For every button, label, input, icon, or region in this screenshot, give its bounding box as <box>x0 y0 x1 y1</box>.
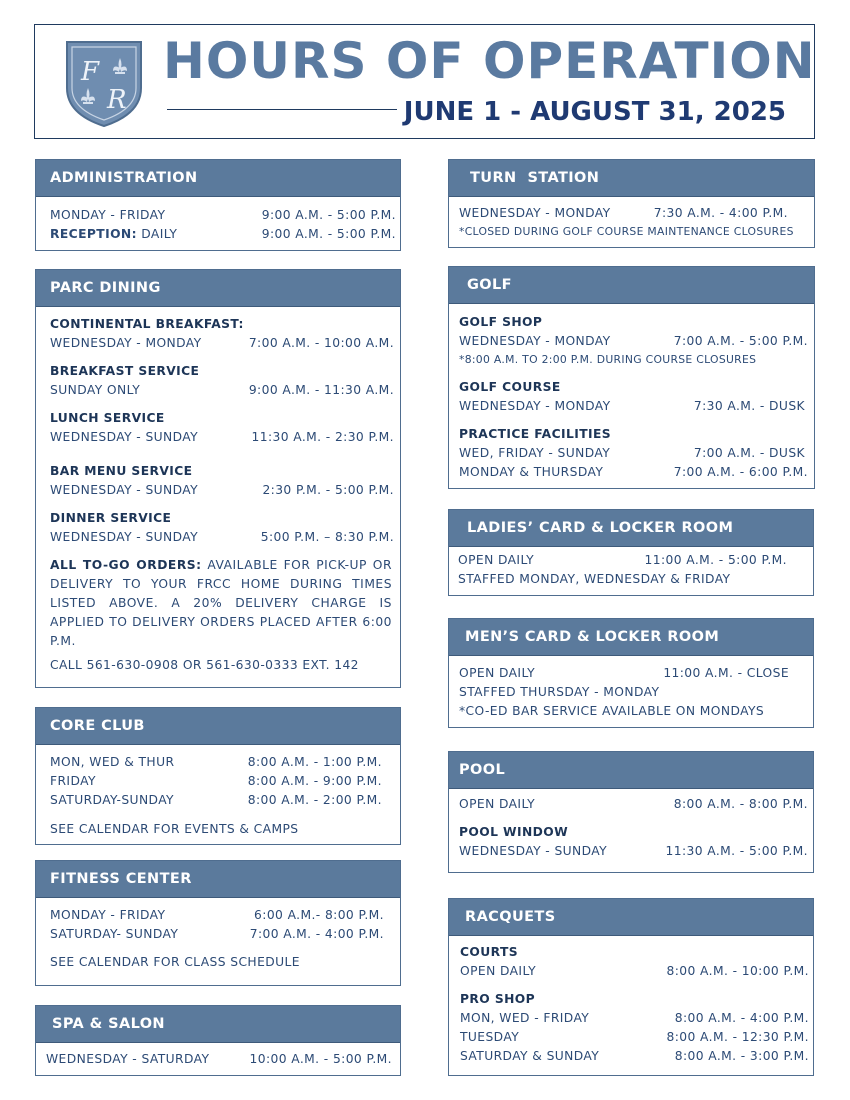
hours-row: FRIDAY 8:00 A.M. - 9:00 P.M. <box>50 774 382 788</box>
turn-station-card <box>448 159 815 248</box>
service-name: GOLF SHOP <box>459 315 543 329</box>
hours-row: MONDAY & THURSDAY 7:00 A.M. - 6:00 P.M. <box>459 465 808 479</box>
ladies-locker-card <box>448 509 814 596</box>
phone-contact: CALL 561-630-0908 OR 561-630-0333 EXT. 142 <box>50 658 359 672</box>
golf-card <box>448 266 815 489</box>
hours-row: WEDNESDAY - MONDAY 7:00 A.M. - 5:00 P.M. <box>459 334 808 348</box>
hours-row: WEDNESDAY - SUNDAY 2:30 P.M. - 5:00 P.M. <box>50 483 394 497</box>
hours-row: MON, WED & THUR 8:00 A.M. - 1:00 P.M. <box>50 755 382 769</box>
section-title: GOLF <box>449 267 814 304</box>
service-name: PRACTICE FACILITIES <box>459 427 612 441</box>
section-title: PARC DINING <box>36 270 400 307</box>
calendar-note: SEE CALENDAR FOR CLASS SCHEDULE <box>50 955 300 969</box>
service-name: BREAKFAST SERVICE <box>50 364 200 378</box>
section-title: TURN STATION <box>449 160 814 197</box>
club-crest-logo <box>63 38 145 128</box>
mens-locker-card <box>448 618 814 728</box>
racquets-card <box>448 898 814 1076</box>
hours-row: WEDNESDAY - SUNDAY 5:00 P.M. – 8:30 P.M. <box>50 530 394 544</box>
service-name: BAR MENU SERVICE <box>50 464 193 478</box>
hours-row: WEDNESDAY - MONDAY 7:00 A.M. - 10:00 A.M. <box>50 336 394 350</box>
section-title: POOL <box>449 752 813 789</box>
service-name: LUNCH SERVICE <box>50 411 165 425</box>
hours-row: WEDNESDAY - MONDAY 7:30 A.M. - 4:00 P.M. <box>459 206 788 220</box>
spa-salon-card <box>35 1005 401 1076</box>
date-range: JUNE 1 - AUGUST 31, 2025 <box>403 97 786 127</box>
to-go-orders-note: ALL TO-GO ORDERS: AVAILABLE FOR PICK-UP OR DELIVERY TO YOUR FRCC HOME DURING TIMES LISTED ABOVE. A 20% DELIVERY CHARGE IS APPLIED TO DELIVERY ORDERS PLACED AFTER 6:00 P.M. <box>50 558 392 648</box>
service-name: PRO SHOP <box>460 992 536 1006</box>
hours-row: OPEN DAILY 8:00 A.M. - 10:00 P.M. <box>460 964 809 978</box>
section-title: RACQUETS <box>449 899 813 936</box>
parc-dining-card <box>35 269 401 688</box>
page-header <box>34 24 815 139</box>
service-name: CONTINENTAL BREAKFAST: <box>50 317 244 331</box>
hours-row: OPEN DAILY 11:00 A.M. - 5:00 P.M. <box>458 553 787 567</box>
bar-service-note: *CO-ED BAR SERVICE AVAILABLE ON MONDAYS <box>459 704 765 718</box>
section-title: SPA & SALON <box>36 1006 400 1043</box>
hours-row: WED, FRIDAY - SUNDAY 7:00 A.M. - DUSK <box>459 446 805 460</box>
staffed-note: STAFFED MONDAY, WEDNESDAY & FRIDAY <box>458 572 731 586</box>
svg-text:F: F <box>81 57 100 87</box>
divider <box>167 109 397 110</box>
service-name: COURTS <box>460 945 519 959</box>
hours-row: SATURDAY- SUNDAY 7:00 A.M. - 4:00 P.M. <box>50 927 384 941</box>
hours-row: WEDNESDAY - MONDAY 7:30 A.M. - DUSK <box>459 399 805 413</box>
section-title: FITNESS CENTER <box>36 861 400 898</box>
closure-note: *CLOSED DURING GOLF COURSE MAINTENANCE CLOSURES <box>459 225 794 238</box>
service-name: POOL WINDOW <box>459 825 569 839</box>
hours-row: MON, WED - FRIDAY 8:00 A.M. - 4:00 P.M. <box>460 1011 809 1025</box>
hours-row: SATURDAY-SUNDAY 8:00 A.M. - 2:00 P.M. <box>50 793 382 807</box>
staffed-note: STAFFED THURSDAY - MONDAY <box>459 685 660 699</box>
hours-row: WEDNESDAY - SATURDAY 10:00 A.M. - 5:00 P.M. <box>46 1052 392 1066</box>
core-club-card <box>35 707 401 845</box>
hours-row: TUESDAY 8:00 A.M. - 12:30 P.M. <box>460 1030 809 1044</box>
hours-row: OPEN DAILY 11:00 A.M. - CLOSE <box>459 666 789 680</box>
hours-row: OPEN DAILY 8:00 A.M. - 8:00 P.M. <box>459 797 808 811</box>
section-title: LADIES’ CARD & LOCKER ROOM <box>449 510 813 547</box>
service-name: DINNER SERVICE <box>50 511 172 525</box>
hours-row: RECEPTION: DAILY 9:00 A.M. - 5:00 P.M. <box>50 227 396 241</box>
closure-note: *8:00 A.M. TO 2:00 P.M. DURING COURSE CLOSURES <box>459 353 757 366</box>
hours-row: WEDNESDAY - SUNDAY 11:30 A.M. - 5:00 P.M. <box>459 844 808 858</box>
svg-text:R: R <box>107 85 127 115</box>
hours-row: SUNDAY ONLY 9:00 A.M. - 11:30 A.M. <box>50 383 394 397</box>
section-title: ADMINISTRATION <box>36 160 400 197</box>
hours-row: MONDAY - FRIDAY 9:00 A.M. - 5:00 P.M. <box>50 208 396 222</box>
page-title: HOURS OF OPERATION <box>163 32 816 90</box>
administration-card <box>35 159 401 251</box>
hours-row: MONDAY - FRIDAY 6:00 A.M.- 8:00 P.M. <box>50 908 384 922</box>
fitness-center-card <box>35 860 401 986</box>
service-name: GOLF COURSE <box>459 380 561 394</box>
hours-row: WEDNESDAY - SUNDAY 11:30 A.M. - 2:30 P.M. <box>50 430 394 444</box>
section-title: CORE CLUB <box>36 708 400 745</box>
hours-row: SATURDAY & SUNDAY 8:00 A.M. - 3:00 P.M. <box>460 1049 809 1063</box>
calendar-note: SEE CALENDAR FOR EVENTS & CAMPS <box>50 822 299 836</box>
pool-card <box>448 751 814 873</box>
section-title: MEN’S CARD & LOCKER ROOM <box>449 619 813 656</box>
